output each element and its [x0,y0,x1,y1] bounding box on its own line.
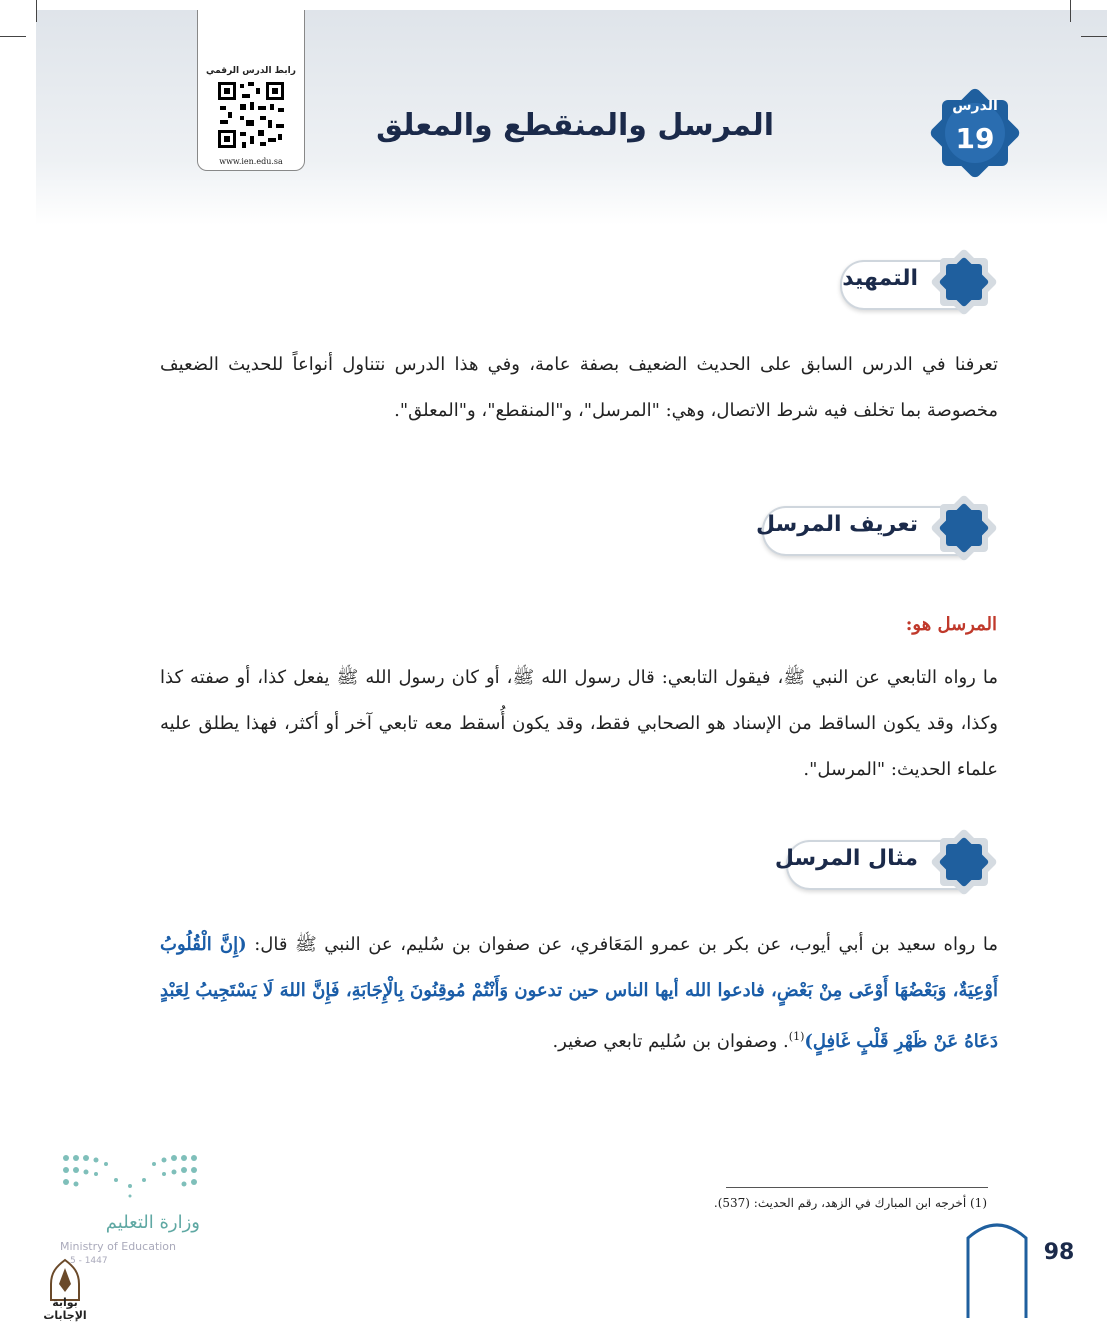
page-number: 98 [1043,1240,1075,1265]
lesson-number: 19 [955,122,995,155]
section-title-definition: تعريف المرسل [756,512,918,537]
octagon-bullet-icon [930,494,998,562]
ministry-dots-icon [60,1152,200,1202]
section-header-definition [756,494,998,562]
section-header-intro [840,248,998,316]
lesson-label: الدرس [952,98,998,114]
page-title: المرسل والمنقطع والمعلق [376,108,774,143]
footnote-divider [726,1187,988,1188]
crop-mark [1070,0,1071,22]
crop-mark [1081,36,1107,37]
octagon-bullet-icon [930,248,998,316]
example-intro-text: ما رواه سعيد بن أبي أيوب، عن بكر بن عمرو المَعَافري، عن صفوان بن سُليم، عن النبي ﷺ قال: [246,934,999,955]
definition-paragraph: ما رواه التابعي عن النبي ﷺ، فيقول التابعي: قال رسول الله ﷺ، أو كان رسول الله ﷺ يفعل كذا، أو صفته كذا وكذا، وقد يكون الساقط من الإسناد هو الصحابي فقط، وقد يكون أُسقط معه تابعي آخر أو أكثر، فهذا يطلق عليه علماء الحديث: "المرسل". [160,667,998,780]
example-outro-text: . وصفوان بن سُليم تابعي صغير. [552,1031,789,1052]
qr-url: www.ien.edu.sa [219,157,283,166]
footnote-text: (1) أخرجه ابن المبارك في الزهد، رقم الحديث: (537). [713,1196,987,1210]
section-title-example: مثال المرسل [774,846,918,871]
intro-paragraph: تعرفنا في الدرس السابق على الحديث الضعيف بصفة عامة، وفي هذا الدرس نتناول أنواعاً للحديث الضعيف مخصوصة بما تخلف فيه شرط الاتصال، وهي: "المرسل"، و"المنقطع"، و"المعلق". [160,354,998,421]
qr-code-icon[interactable] [216,80,286,150]
ministry-logo [60,1152,210,1272]
qr-label: رابط الدرس الرقمي [206,66,296,76]
page-tab-shape-icon [966,1218,1028,1318]
watermark-logo [30,1258,100,1322]
footnote-ref[interactable]: (1) [788,1030,805,1043]
page-number-tab [966,1218,1075,1318]
ministry-name-en: Ministry of Education [60,1240,177,1253]
octagon-bullet-icon [930,828,998,896]
crop-mark [0,36,26,37]
crop-mark [36,0,37,22]
ministry-name-ar: وزارة التعليم [105,1212,200,1233]
section-title-intro: التمهيد [842,266,918,291]
example-paragraph [160,922,998,1065]
section-header-example [774,828,998,896]
hadith-text: (إِنَّ الْقُلُوبُ أَوْعِيَةٌ، وَبَعْضُهَا أَوْعَى مِنْ بَعْضٍ، فادعوا الله أيها الناس حين تدعون وَأَنْتُمْ مُوقِنُونَ بِالْإِجَابَةِ، فَإِنَّ اللهَ لَا يَسْتَجِيبُ لِعَبْدٍ دَعَاهُ عَنْ ظَهْرِ قَلْبٍ غَافِلٍ) [160,934,998,1052]
qr-card[interactable] [197,10,305,171]
definition-subhead: المرسل هو: [905,614,997,635]
lesson-badge [926,84,1024,182]
watermark-text: بوابة الإجابات [43,1296,87,1322]
ministry-year: 5 - 1447 [70,1256,108,1266]
